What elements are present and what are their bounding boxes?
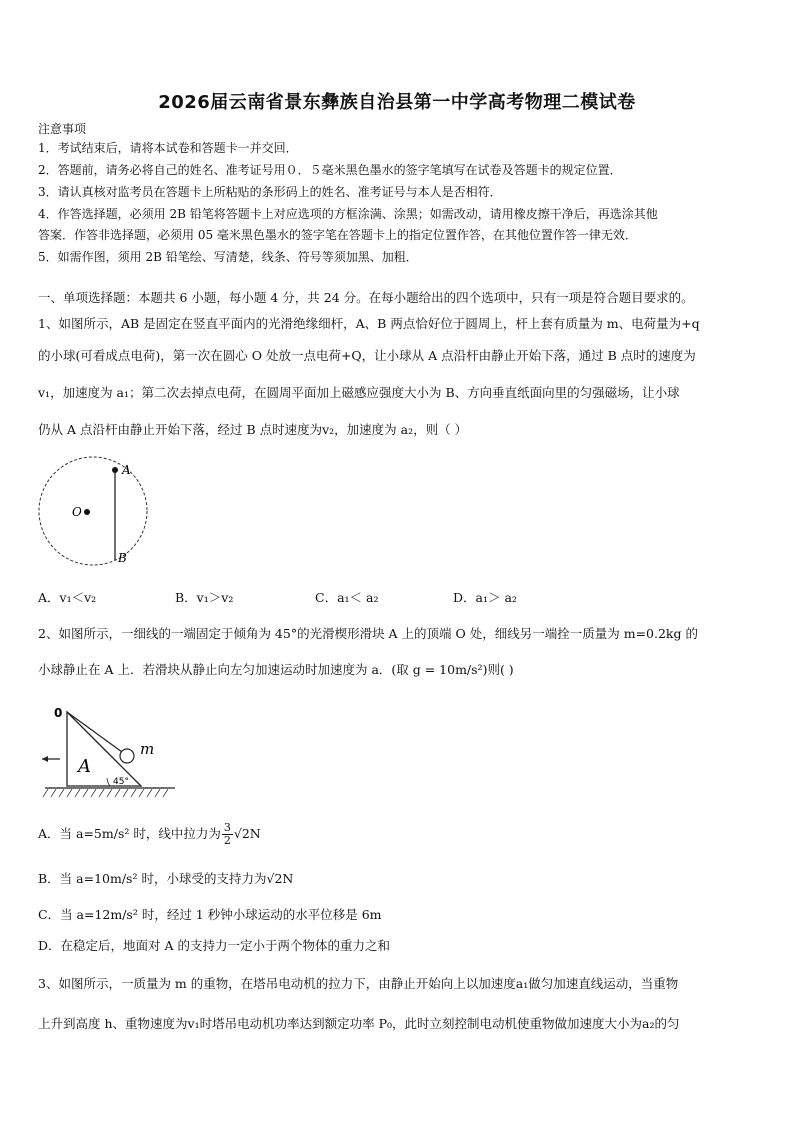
string [67, 712, 122, 752]
label-b: B [118, 551, 127, 565]
fraction [222, 822, 233, 847]
q1-option-c: C．a₁＜ a₂ [315, 590, 379, 605]
q2-option-a-tail: 2N [241, 826, 261, 841]
q1-option-b: B．v₁＞v₂ [175, 590, 234, 605]
q2-option-b-text: B．当 a=10m/s² 时，小球受的支持力为 [38, 871, 267, 886]
notice-item: 1．考试结束后，请将本试卷和答题卡一并交回． [38, 141, 298, 155]
notice-item: 答案．作答非选择题，必须用 05 毫米黑色墨水的签字笔在答题卡上的指定位置作答，在其他位置作答一律无效． [38, 228, 637, 242]
q2-option-a [38, 822, 261, 847]
ground-hatch [43, 789, 168, 797]
question-1-line: 仍从 A 点沿杆由静止开始下落，经过 B 点时速度为v₂，加速度为 a₂，则（ ） [38, 422, 468, 437]
label-a: A [122, 463, 131, 477]
question-1-line: v₁，加速度为 a₁；第二次去掉点电荷，在圆周平面加上磁感应强度大小为 B、方向垂直纸面向里的匀强磁场，让小球 [38, 385, 680, 400]
question-2-line: 2、如图所示，一细线的一端固定于倾角为 45°的光滑楔形滑块 A 上的顶端 O 处，细线另一端拴一质量为 m=0.2kg 的 [38, 626, 698, 641]
question-3-line: 上升到高度 h、重物速度为v₁时塔吊电动机功率达到额定功率 P₀，此时立刻控制电动机使重物做加速度大小为a₂的匀 [38, 1016, 680, 1031]
question-1-line: 的小球(可看成点电荷)，第一次在圆心 O 处放一点电荷+Q，让小球从 A 点沿杆由静止开始下落，通过 B 点时的速度为 [38, 348, 696, 363]
label-o: 0 [54, 706, 63, 720]
fraction-numerator: 3 [223, 821, 231, 834]
q1-option-a: A．v₁＜v₂ [38, 590, 97, 605]
q2-option-c: C．当 a=12m/s² 时，经过 1 秒钟小球运动的水平位移是 6m [38, 907, 382, 922]
question-1-line: 1、如图所示，AB 是固定在竖直平面内的光滑绝缘细杆，A、B 两点恰好位于圆周上，杆上套有质量为 m、电荷量为+q [38, 316, 700, 331]
sqrt-symbol: √ [266, 871, 275, 886]
angle-arc [107, 778, 110, 786]
question-2-figure [40, 700, 180, 804]
q2-option-b-tail: 2N [274, 871, 294, 886]
label-m: m [140, 740, 155, 758]
ball-at-a [112, 467, 118, 473]
circle-outline [39, 457, 147, 565]
question-2-line: 小球静止在 A 上．若滑块从静止向左匀加速运动时加速度为 a．(取 g = 10m/s²)则( ) [38, 662, 514, 677]
ball-m [120, 749, 134, 763]
question-3-line: 3、如图所示，一质量为 m 的重物，在塔吊电动机的拉力下，由静止开始向上以加速度a₁做匀加速直线运动，当重物 [38, 976, 679, 991]
section-heading: 一、单项选择题：本题共 6 小题，每小题 4 分，共 24 分。在每小题给出的四个选项中，只有一项是符合题目要求的。 [38, 290, 694, 305]
q1-option-d: D．a₁＞ a₂ [453, 590, 517, 605]
notice-heading: 注意事项 [38, 122, 87, 136]
center-charge-o [84, 509, 90, 515]
fraction-denominator: 2 [223, 834, 231, 847]
angle-label: 45° [113, 777, 129, 787]
notice-item: 5．如需作图，须用 2B 铅笔绘、写清楚，线条、符号等须加黑、加粗． [38, 250, 418, 264]
notice-item: 4．作答选择题，必须用 2B 铅笔将答题卡上对应选项的方框涂满、涂黑；如需改动，请用橡皮擦干净后，再选涂其他 [38, 207, 658, 221]
label-a: A [78, 756, 91, 777]
page-title: 2026届云南省景东彝族自治县第一中学高考物理二模试卷 [158, 92, 636, 113]
q2-option-a-text: A．当 a=5m/s² 时，线中拉力为 [38, 826, 221, 841]
notice-item: 2．答题前，请务必将自己的姓名、准考证号用０．５毫米黑色墨水的签字笔填写在试卷及答题卡的规定位置． [38, 163, 622, 177]
sqrt-symbol: √ [233, 826, 242, 841]
q2-option-d: D．在稳定后，地面对 A 的支持力一定小于两个物体的重力之和 [38, 938, 390, 953]
notice-item: 3．请认真核对监考员在答题卡上所粘贴的条形码上的姓名、准考证号与本人是否相符． [38, 185, 502, 199]
q2-option-b [38, 869, 293, 887]
arrow-head [42, 756, 48, 762]
question-1-figure [30, 455, 160, 575]
label-o: O [72, 505, 82, 519]
